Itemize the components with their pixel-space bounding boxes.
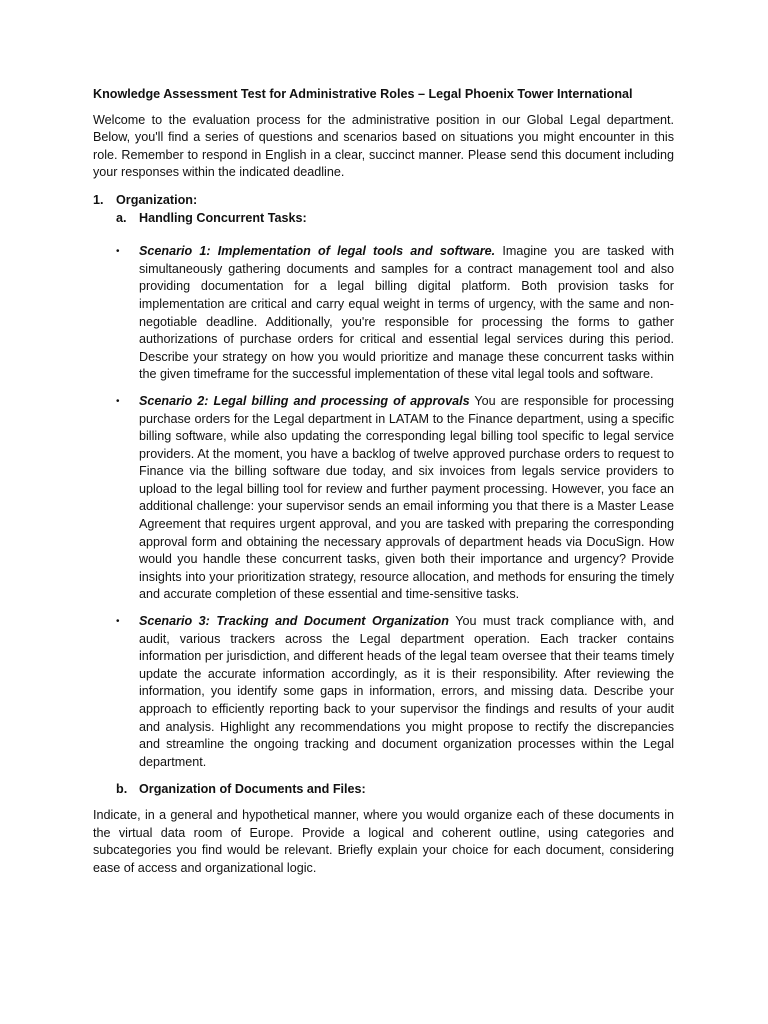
document-title: Knowledge Assessment Test for Administrative Roles – Legal Phoenix Tower International	[93, 87, 633, 101]
intro-paragraph: Welcome to the evaluation process for the administrative position in our Global Legal department. Below, you'll find a series of questions and scenarios based on situations you might encounter in this role. Remember to respond in English in a clear, succinct manner. Please send this document including your responses within the indicated deadline.	[93, 112, 674, 180]
section-number: 1.	[93, 192, 104, 207]
subsection-b-letter: b.	[116, 782, 128, 797]
scenario-item	[116, 393, 674, 604]
section-heading	[93, 192, 674, 210]
section-label: Organization:	[116, 192, 198, 207]
subsection-b-label: Organization of Documents and Files:	[139, 782, 366, 797]
scenario-text: You are responsible for processing purchase orders for the Legal department in LATAM to the Finance department, using a specific billing software, while also updating the corresponding legal billing tool specific to legal service providers. At the moment, you have a backlog of twelve approved purchase orders to request to Finance via the billing software due today, and six invoices from legals service providers to upload to the legal billing tool for review and further payment processing. However, you face an additional challenge: your supervisor sends an email informing you that there is a Master Lease Agreement that requires urgent approval, and you are tasked with preparing the corresponding approval form and obtaining the necessary approvals of department heads via DocuSign. How would you handle these concurrent tasks, given both their importance and urgency? Provide insights into your prioritization strategy, resource allocation, and methods for ensuring the timely and accurate completion of these essential and time-sensitive tasks.	[139, 393, 674, 602]
bullet-icon: •	[116, 616, 120, 628]
scenario-text: Imagine you are tasked with simultaneously gathering documents and samples for a contract management tool and also providing documentation for a legal billing digital platform. Both provision tasks for implementation are critical and carry equal weight in terms of urgency, with the same and non-negotiable deadline. Additionally, you're responsible for processing the forms to gather authorizations of purchase orders for critical and essential legal services during this period. Describe your strategy on how you would prioritize and manage these concurrent tasks within the given timeframe for the successful implementation of these vital legal tools and software.	[139, 244, 674, 382]
scenario-lead: Scenario 3: Tracking and Document Organization	[139, 614, 449, 629]
scenario-body	[139, 613, 674, 771]
scenario-body	[139, 243, 674, 384]
scenario-item	[116, 243, 674, 384]
closing-paragraph: Indicate, in a general and hypothetical manner, where you would organize each of these documents in the virtual data room of Europe. Provide a logical and coherent outline, using categories and subcategories you find would be relevant. Briefly explain your choice for each document, considering ease of access and organizational logic.	[93, 807, 674, 875]
bullet-icon: •	[116, 246, 120, 258]
subsection-a-heading	[116, 210, 674, 228]
subsection-b-heading	[116, 781, 674, 799]
scenario-item	[116, 613, 674, 771]
subsection-a-letter: a.	[116, 210, 127, 225]
scenario-lead: Scenario 2: Legal billing and processing of approvals	[139, 393, 470, 408]
scenario-text: You must track compliance with, and audit, various trackers across the Legal department operation. Each tracker contains information per jurisdiction, and different heads of the legal team oversee that their teams timely update the accurate information accordingly, as it is their responsibility. After reviewing the information, you identify some gaps in information, errors, and missing data. Describe your approach to efficiently reporting back to your supervisor the findings and results of your audit and analysis. Highlight any recommendations you might propose to rectify the discrepancies and streamline the ongoing tracking and document organization processes within the Legal department.	[139, 614, 674, 769]
subsection-a-label: Handling Concurrent Tasks:	[139, 210, 307, 225]
scenario-body	[139, 393, 674, 604]
scenario-lead: Scenario 1: Implementation of legal tools and software.	[139, 244, 496, 259]
bullet-icon: •	[116, 395, 120, 407]
